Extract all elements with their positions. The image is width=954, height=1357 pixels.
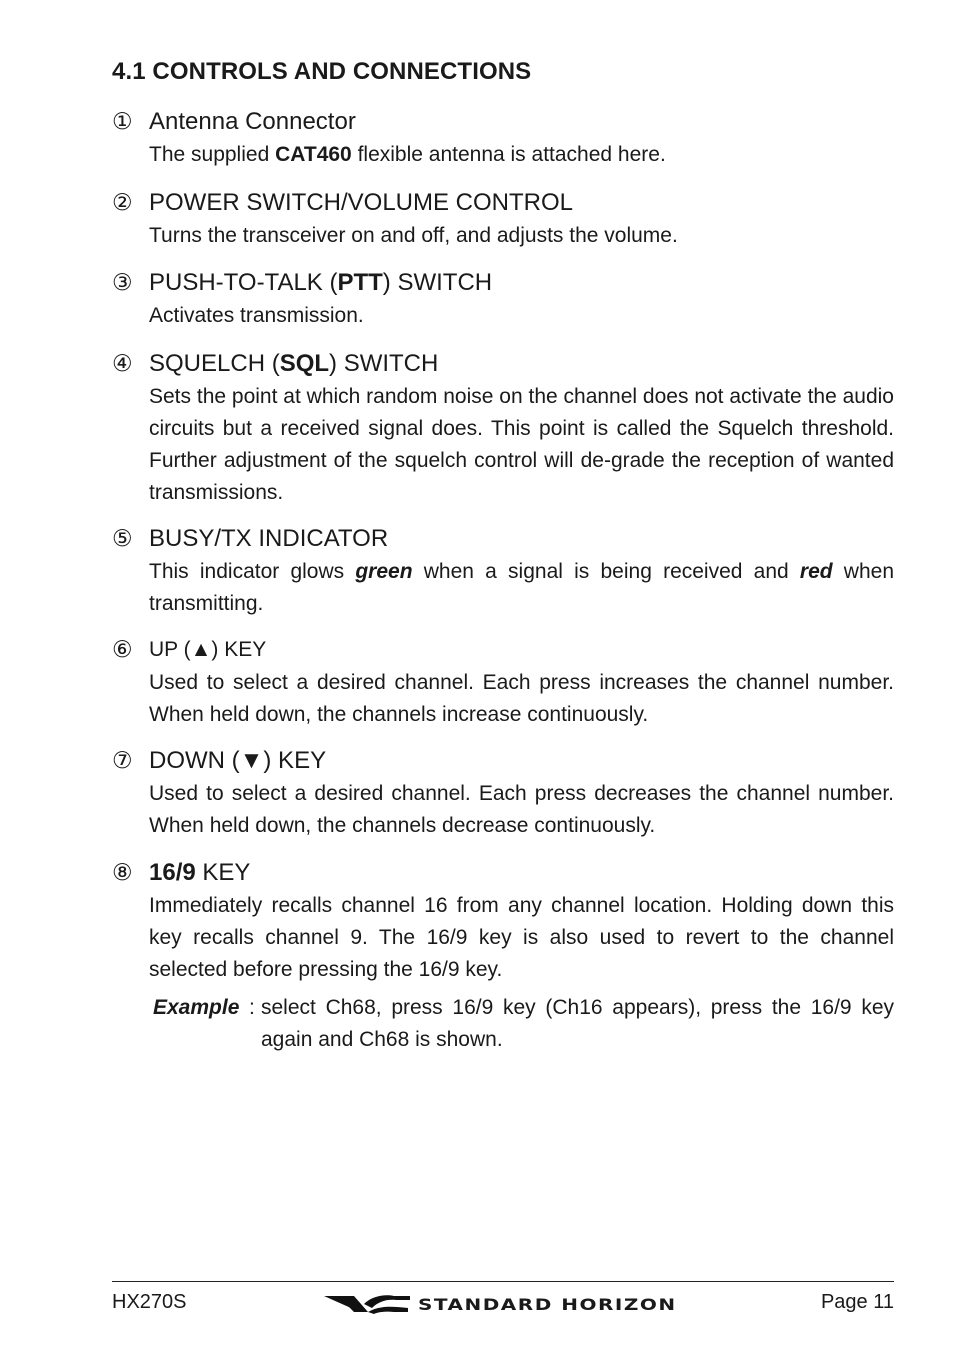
item-description <box>149 139 894 171</box>
example-text: select Ch68, press 16/9 key (Ch16 appears), press the 16/9 key again and Ch68 is shown. <box>261 996 894 1051</box>
item-heading <box>149 349 894 379</box>
item-heading-text: SQUELCH ( <box>149 350 280 377</box>
item-description-text: when transmitting. <box>149 560 895 615</box>
item-description-text: Activates transmission. <box>149 304 364 327</box>
item-number: ① <box>112 109 133 135</box>
item-heading-text: 16/9 <box>149 859 196 886</box>
control-item <box>112 858 894 986</box>
item-description <box>149 890 894 986</box>
item-number: ④ <box>112 351 133 377</box>
item-description-text: Used to select a desired channel. Each press increases the channel number. When held down, the channels increase continuously. <box>149 671 894 726</box>
example-label: Example <box>153 996 240 1019</box>
item-description-text: Turns the transceiver on and off, and adjusts the volume. <box>149 224 678 247</box>
item-description <box>149 300 894 332</box>
item-heading <box>149 524 894 554</box>
item-heading <box>149 635 894 665</box>
control-item <box>112 635 894 731</box>
item-description-text: CAT460 <box>275 143 352 166</box>
item-number: ③ <box>112 270 133 296</box>
item-heading-text: KEY <box>195 859 251 886</box>
item-heading <box>149 188 894 218</box>
item-number: ⑧ <box>112 860 133 886</box>
item-description-text: This indicator glows <box>149 560 356 583</box>
item-description-text: The supplied <box>149 143 276 166</box>
item-heading-text: POWER SWITCH/VOLUME CONTROL <box>149 189 574 216</box>
item-heading-text: ) SWITCH <box>329 350 439 377</box>
item-heading <box>149 746 894 776</box>
item-description <box>149 220 894 252</box>
control-item <box>112 188 894 252</box>
item-heading <box>149 268 894 298</box>
brand-logo <box>324 1291 677 1317</box>
item-heading-text: SQL <box>279 350 330 377</box>
control-item <box>112 268 894 332</box>
item-heading-text: DOWN (▼) KEY <box>149 747 327 774</box>
control-item <box>112 524 894 620</box>
item-number: ⑥ <box>112 637 133 663</box>
item-heading-text: PUSH-TO-TALK ( <box>149 269 338 296</box>
footer-divider <box>112 1281 894 1282</box>
item-heading-text: Antenna Connector <box>149 108 356 135</box>
item-description-text: flexible antenna is attached here. <box>351 143 666 166</box>
footer-page-number: Page 11 <box>820 1291 894 1313</box>
example-block <box>112 992 894 1056</box>
item-description <box>149 381 894 509</box>
item-heading-text: UP (▲) KEY <box>149 638 267 661</box>
item-description <box>149 667 894 731</box>
item-heading-text: BUSY/TX INDICATOR <box>149 525 389 552</box>
item-description-text: when a signal is being received and <box>412 560 800 583</box>
item-description <box>149 556 894 620</box>
item-heading <box>149 107 894 137</box>
control-item <box>112 746 894 842</box>
item-description-text: Immediately recalls channel 16 from any channel location. Holding down this key recalls channel 9. The 16/9 key is also used to revert to the channel selected before pressing the 16/9 key. <box>149 894 894 981</box>
brand-name: STANDARD HORIZON <box>418 1294 677 1314</box>
section-title: 4.1 CONTROLS AND CONNECTIONS <box>112 58 532 85</box>
brand-wave-icon <box>324 1292 410 1316</box>
example-colon: : <box>249 996 255 1019</box>
item-heading <box>149 858 894 888</box>
item-description <box>149 778 894 842</box>
manual-page <box>112 0 894 1357</box>
item-description-text: Used to select a desired channel. Each press decreases the channel number. When held down, the channels decrease continuously. <box>149 782 894 837</box>
control-item <box>112 349 894 509</box>
item-description-text: green <box>355 560 413 583</box>
control-item <box>112 107 894 171</box>
item-heading-text: PTT <box>337 269 383 296</box>
item-number: ⑤ <box>112 526 133 552</box>
item-number: ② <box>112 190 133 216</box>
item-number: ⑦ <box>112 748 133 774</box>
item-heading-text: ) SWITCH <box>382 269 493 296</box>
item-description-text: red <box>799 560 833 583</box>
item-description-text: Sets the point at which random noise on the channel does not activate the audio circuits but a received signal does. This point is called the Squelch threshold. Further adjustment of the squelch control will de-grade the reception of wanted transmissions. <box>149 385 894 504</box>
footer-model: HX270S <box>112 1291 187 1313</box>
